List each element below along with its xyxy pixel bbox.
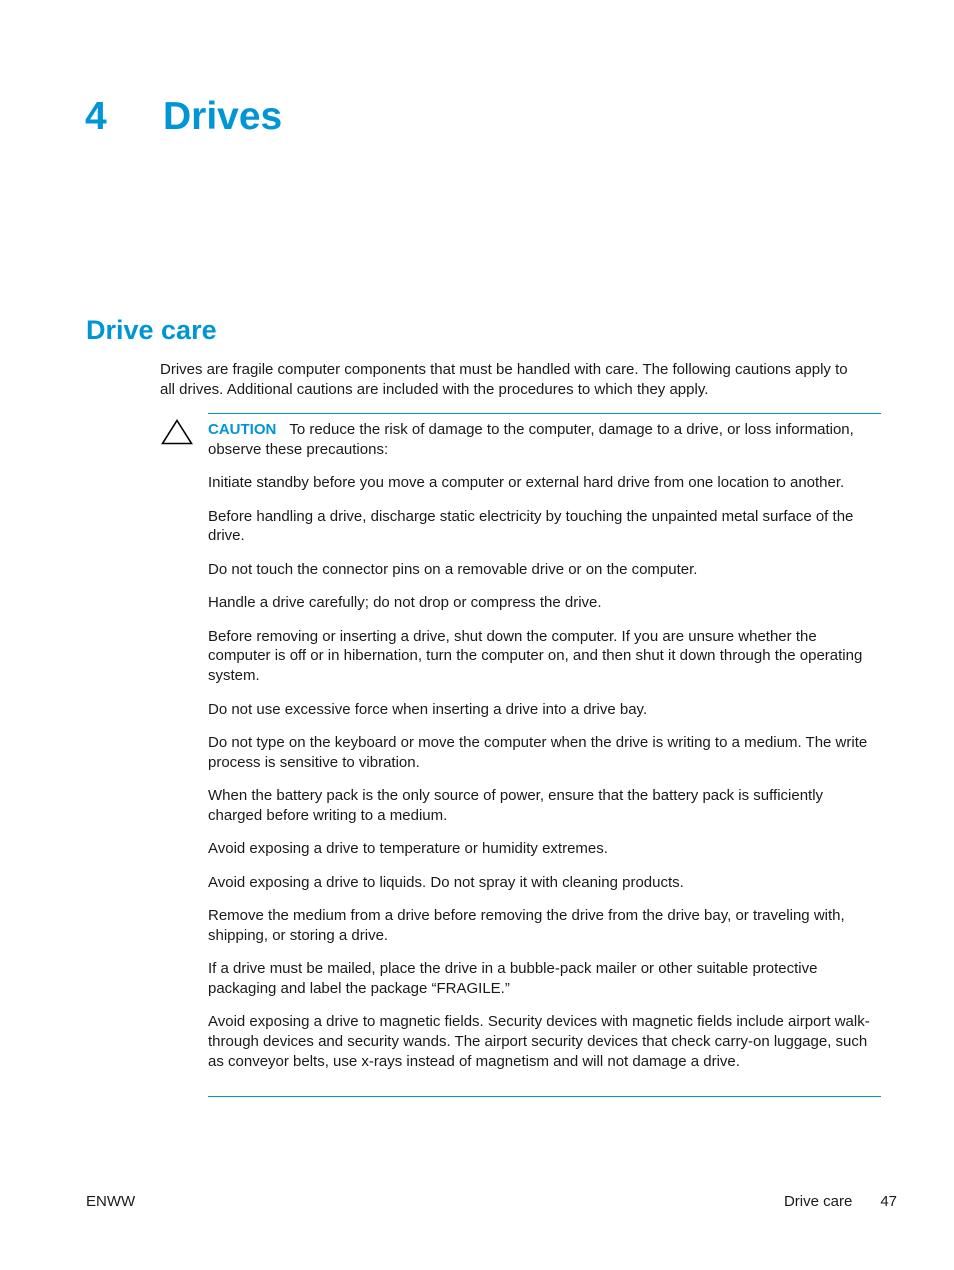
caution-item: Do not touch the connector pins on a removable drive or on the computer. bbox=[208, 560, 698, 578]
section-title: Drive care bbox=[86, 315, 217, 345]
section-intro: Drives are fragile computer components that must be handled with care. The following cautions apply to all drives. Additional cautions are included with the procedures to which they apply. bbox=[160, 361, 848, 398]
caution-lead-paragraph bbox=[208, 420, 881, 460]
caution-item: Before removing or inserting a drive, shut down the computer. If you are unsure whether the computer is off or in hibernation, turn the computer on, and then shut it down through the operating system. bbox=[208, 627, 863, 685]
caution-item: If a drive must be mailed, place the drive in a bubble-pack mailer or other suitable protective packaging and label the package “FRAGILE.” bbox=[208, 960, 818, 998]
caution-item: Do not use excessive force when inserting a drive into a drive bay. bbox=[208, 700, 648, 718]
caution-item: Avoid exposing a drive to liquids. Do not spray it with cleaning products. bbox=[208, 873, 684, 891]
caution-item: Remove the medium from a drive before removing the drive from the drive bay, or traveling with, shipping, or storing a drive. bbox=[208, 907, 845, 944]
caution-box bbox=[208, 413, 881, 1097]
chapter-number: 4 bbox=[85, 95, 107, 138]
chapter-name: Drives bbox=[163, 95, 283, 138]
warning-triangle-icon bbox=[161, 419, 193, 445]
caution-item: Avoid exposing a drive to temperature or humidity extremes. bbox=[208, 840, 608, 858]
caution-item: Avoid exposing a drive to magnetic fields. Security devices with magnetic fields include airport walk-through devices and security wands. The airport security devices that check carry-on luggage, such as conveyor belts, use x-rays instead of magnetism and will not damage a drive. bbox=[208, 1013, 870, 1071]
caution-label: CAUTION bbox=[208, 421, 277, 438]
caution-item: Do not type on the keyboard or move the computer when the drive is writing to a medium. The write process is sensitive to vibration. bbox=[208, 733, 868, 771]
caution-lead-text: To reduce the risk of damage to the computer, damage to a drive, or loss information, observe these precautions: bbox=[208, 421, 854, 458]
caution-item: Initiate standby before you move a computer or external hard drive from one location to another. bbox=[208, 474, 845, 492]
chapter-title bbox=[85, 92, 282, 142]
caution-item: Handle a drive carefully; do not drop or compress the drive. bbox=[208, 594, 602, 612]
footer-page-info bbox=[784, 1192, 897, 1212]
caution-item: When the battery pack is the only source of power, ensure that the battery pack is sufficiently charged before writing to a medium. bbox=[208, 787, 824, 824]
footer-publication-code: ENWW bbox=[86, 1193, 136, 1210]
caution-item: Before handling a drive, discharge static electricity by touching the unpainted metal surface of the drive. bbox=[208, 507, 854, 545]
footer-section-name: Drive care bbox=[783, 1193, 853, 1210]
page-number: 47 bbox=[880, 1193, 897, 1210]
